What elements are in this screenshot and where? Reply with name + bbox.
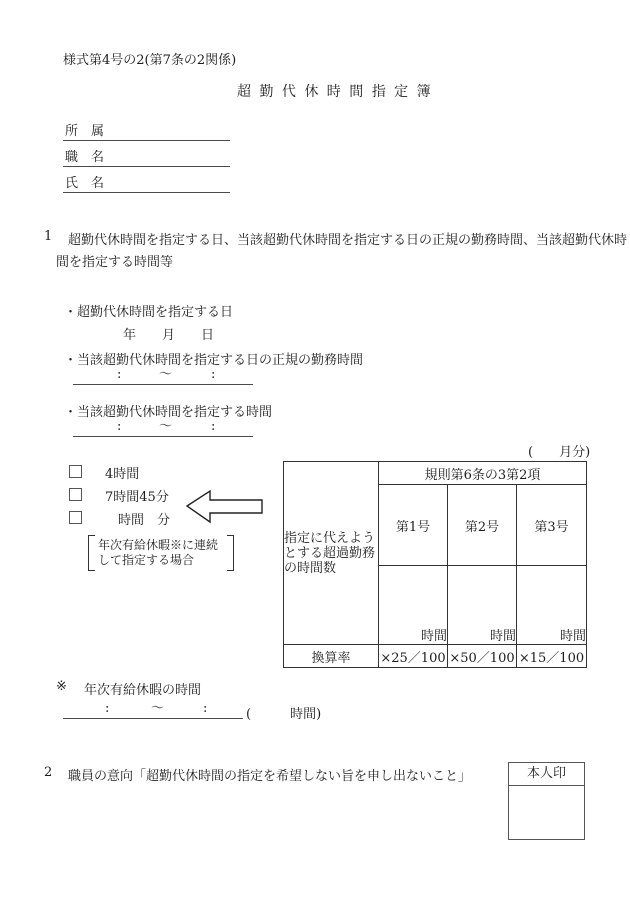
hours-value-cell-no2: 時間 (448, 566, 517, 645)
section2-text: 職員の意向「超勤代休時間の指定を希望しない旨を申し出ないこと」 (68, 769, 472, 784)
personal-seal-label: 本人印 (509, 763, 584, 786)
column-header-no3: 第3号 (517, 485, 587, 566)
section1-heading-line1: 超勤代休時間を指定する日、当該超勤代休時間を指定する日の正規の勤務時間、当該超勤代休時 (68, 233, 628, 248)
job-title-label: 職 名 (65, 150, 105, 165)
hours-value-cell-no1: 時間 (379, 566, 448, 645)
checkbox-7h45m[interactable] (69, 488, 82, 501)
colon-separator: : (203, 701, 208, 716)
colon-separator: : (211, 367, 216, 382)
hours-value-cell-no3: 時間 (517, 566, 587, 645)
colon-separator: : (105, 701, 110, 716)
date-line: 年 月 日 (123, 328, 215, 343)
annual-leave-marker: ※ (56, 679, 67, 694)
regular-hours-label: ・当該超勤代休時間を指定する日の正規の勤務時間 (64, 353, 364, 368)
right-bracket (227, 535, 234, 571)
bracket-note-line1: 年次有給休暇※に連続 (98, 538, 219, 552)
conversion-rate-label: 換算率 (284, 645, 379, 668)
designated-time-label: ・当該超勤代休時間を指定する時間 (64, 405, 273, 420)
section1-heading-line2: 間を指定する時間等 (56, 255, 174, 270)
month-label: ( 月分) (528, 445, 591, 460)
checkbox-7h45m-label: 7時間45分 (105, 490, 169, 505)
conversion-rate-no2: ×50／100 (448, 645, 517, 668)
conversion-table (283, 461, 587, 668)
annual-leave-time-field (63, 702, 243, 719)
page-title: 超 勤 代 休 時 間 指 定 簿 (237, 84, 433, 100)
tilde-separator: ～ (151, 701, 165, 716)
name-label: 氏 名 (65, 176, 105, 191)
conversion-rate-no1: ×25／100 (379, 645, 448, 668)
personal-seal-box (508, 762, 585, 840)
conversion-rate-no3: ×15／100 (517, 645, 587, 668)
affiliation-label: 所 属 (65, 124, 105, 139)
designated-day-label: ・超勤代休時間を指定する日 (64, 305, 234, 320)
tilde-separator: ～ (159, 367, 173, 382)
overtime-hours-row-header: 指定に代えよう とする超過勤務 の時間数 (284, 462, 379, 645)
left-arrow-icon (186, 489, 264, 524)
column-header-no2: 第2号 (448, 485, 517, 566)
colon-separator: : (117, 367, 122, 382)
affiliation-field (63, 123, 230, 141)
annual-leave-bracket-note (88, 535, 234, 571)
section1-number: 1 (44, 229, 53, 244)
checkbox-4-hours-label: 4時間 (105, 467, 140, 482)
bracket-note-line2: して指定する場合 (98, 553, 195, 567)
annual-leave-hours-suffix: ( 時間) (246, 707, 322, 722)
designated-time-field (73, 420, 253, 437)
job-title-field (63, 149, 230, 167)
checkbox-4-hours[interactable] (69, 465, 82, 478)
rule-header-cell: 規則第6条の3第2項 (379, 462, 587, 485)
section2-number: 2 (44, 765, 53, 780)
column-header-no1: 第1号 (379, 485, 448, 566)
name-field (63, 175, 230, 193)
colon-separator: : (117, 419, 122, 434)
annual-leave-label: 年次有給休暇の時間 (84, 683, 202, 698)
left-bracket (88, 535, 95, 571)
checkbox-custom-time[interactable] (69, 511, 82, 524)
colon-separator: : (211, 419, 216, 434)
checkbox-custom-time-label: 時間 分 (118, 513, 171, 528)
form-number: 様式第4号の2(第7条の2関係) (63, 53, 237, 68)
regular-hours-time-field (73, 368, 253, 385)
tilde-separator: ～ (159, 419, 173, 434)
